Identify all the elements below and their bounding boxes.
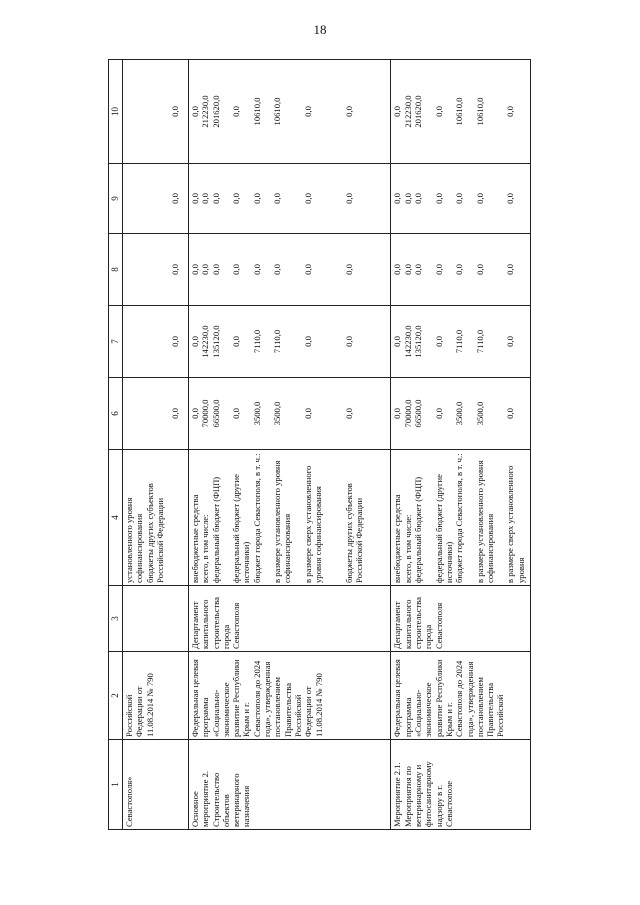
value-cell: 0,0 <box>123 234 189 306</box>
executor-cell: Департамент капитального строительства города Севастополя <box>391 586 531 652</box>
value-column: 0,0 70000,0 66500,0 0,0 3500,0 3500,0 0,0 <box>391 378 531 450</box>
activity-cell: Мероприятие 2.1. Мероприятия по ветеринарному и фитосанитарному надзору в г. Севастополе <box>391 740 531 830</box>
program-cell: Федеральная целевая программа «Социально-экономическое развитие Республики Крым и г. Севастополя до 2024 года», утвержденная постановлением Правительства Российской Федерации от 11.08.2014 № 790 <box>188 652 390 740</box>
header-cell: 7 <box>109 306 123 378</box>
header-cell: 8 <box>109 234 123 306</box>
value-cell: 0,0 <box>123 60 189 164</box>
value-cell: 0,0 <box>123 378 189 450</box>
table-row <box>391 60 531 830</box>
rotated-table-wrapper <box>108 60 531 830</box>
value-column: 0,0 142230,0 135120,0 0,0 7110,0 7110,0 0,0 0,0 <box>188 306 390 378</box>
value-column: 0,0 212230,0 201620,0 0,0 10610,0 10610,0 0,0 <box>391 60 531 164</box>
executor-cell: Департамент капитального строительства города Севастополя <box>188 586 390 652</box>
header-cell: 1 <box>109 740 123 830</box>
value-column: 0,0 142230,0 135120,0 0,0 7110,0 7110,0 0,0 <box>391 306 531 378</box>
header-row <box>109 60 123 830</box>
value-column: 0,0 0,0 0,0 0,0 0,0 0,0 0,0 <box>391 164 531 234</box>
header-cell: 2 <box>109 652 123 740</box>
value-column: 0,0 70000,0 66500,0 0,0 3500,0 3500,0 0,0 0,0 <box>188 378 390 450</box>
value-column: 0,0 0,0 0,0 0,0 0,0 0,0 0,0 0,0 <box>188 164 390 234</box>
page-number: 18 <box>313 22 327 37</box>
activity-cell: Севастополя» <box>123 740 189 830</box>
header-cell: 6 <box>109 378 123 450</box>
value-column: 0,0 0,0 0,0 0,0 0,0 0,0 0,0 0,0 <box>188 234 390 306</box>
executor-cell <box>123 586 189 652</box>
source-cell: внебюджетные средства всего, в том числе: федеральный бюджет (ФЦП) федеральный бюджет (другие источники) бюджет города Севастополя, в т. ч.: в размере установленного уровня софинансирования в размере сверх установленного уровня софинансирования бюджеты других субъектов Российской Федерации <box>188 450 390 586</box>
header-cell: 10 <box>109 60 123 164</box>
program-cell: Российской Федерации от 11.08.2014 № 790 <box>123 652 189 740</box>
table-row <box>123 60 189 830</box>
source-cell: установленного уровня софинансирования бюджеты других субъектов Российской Федерации <box>123 450 189 586</box>
value-column: 0,0 0,0 0,0 0,0 0,0 0,0 0,0 <box>391 234 531 306</box>
program-cell: Федеральная целевая программа «Социально-экономическое развитие Республики Крым и г. Севастополя до 2024 года», утвержденная постановлением Правительства Российской <box>391 652 531 740</box>
table-row <box>188 60 390 830</box>
header-cell: 9 <box>109 164 123 234</box>
header-cell: 4 <box>109 450 123 586</box>
funding-table <box>108 59 531 830</box>
activity-cell: Основное мероприятие 2. Строительство объектов ветеринарного назначения <box>188 740 390 830</box>
source-cell: внебюджетные средства всего, в том числе: федеральный бюджет (ФЦП) федеральный бюджет (другие источники) бюджет города Севастополя, в т. ч.: в размере установленного уровня софинансирования в размере сверх установленного уровня <box>391 450 531 586</box>
value-cell: 0,0 <box>123 306 189 378</box>
header-cell: 3 <box>109 586 123 652</box>
value-column: 0,0 212230,0 201620,0 0,0 10610,0 10610,0 0,0 0,0 <box>188 60 390 164</box>
value-cell: 0,0 <box>123 164 189 234</box>
